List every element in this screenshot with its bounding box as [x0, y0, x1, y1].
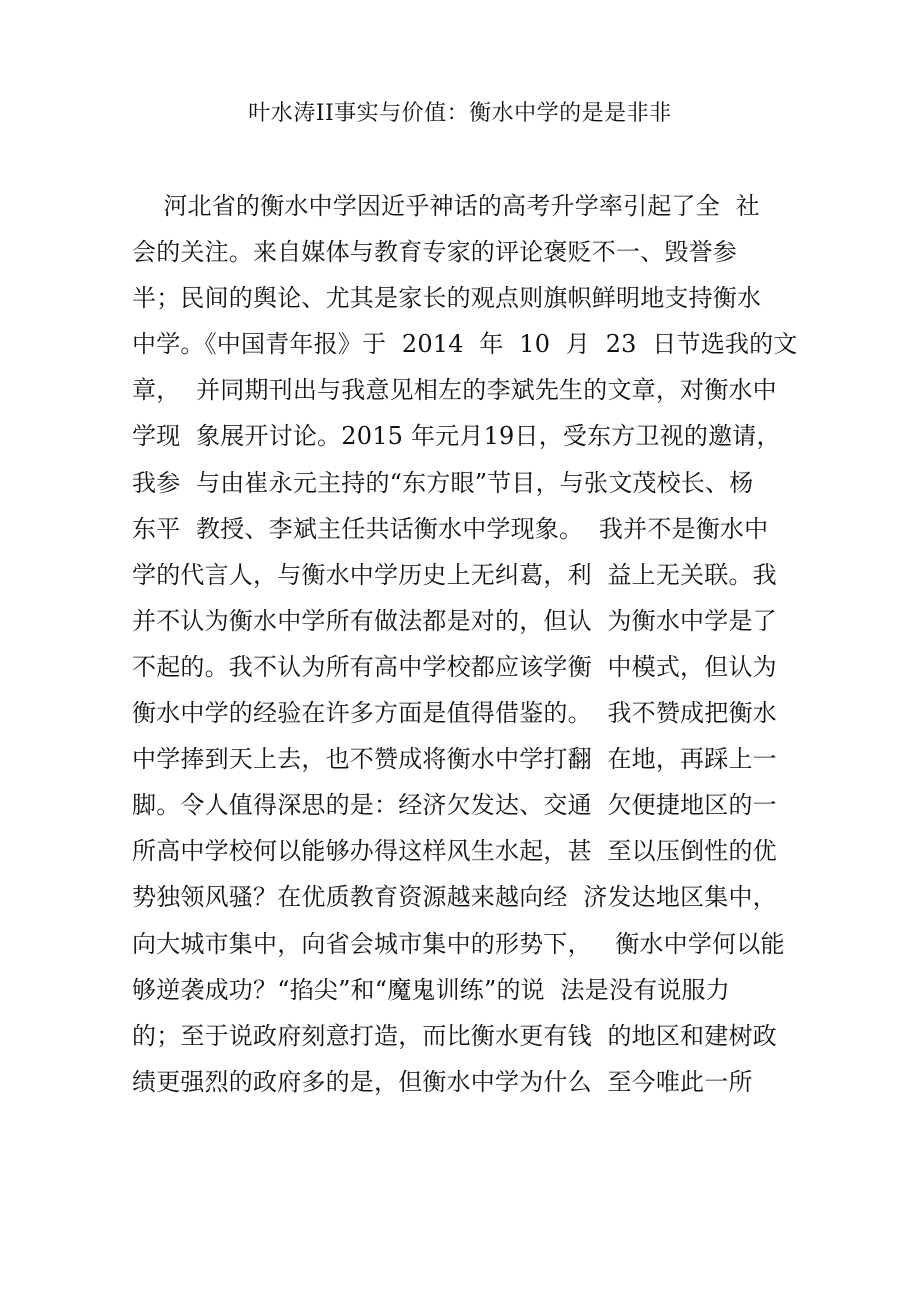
text-line: 绩更强烈的政府多的是，但衡水中学为什么 至今唯此一所	[132, 1067, 753, 1096]
text-line: 中学捧到天上去，也不赞成将衡水中学打翻 在地，再踩上一	[132, 745, 777, 774]
text-line: 会的关注。来自媒体与教育专家的评论褒贬不一、毁誉参	[132, 238, 737, 267]
text-line: 的；至于说政府刻意打造，而比衡水更有钱 的地区和建树政	[132, 1021, 777, 1050]
body-paragraph	[132, 183, 802, 1105]
text-line: 不起的。我不认为所有高中学校都应该学衡 中模式，但认为	[132, 652, 777, 681]
text-line: 并不认为衡水中学所有做法都是对的，但认 为衡水中学是了	[132, 606, 777, 635]
document-title: 叶水涛II事实与价值：衡水中学的是是非非	[248, 101, 672, 126]
text-line: 学现 象展开讨论。2015 年元月19日，受东方卫视的邀请，	[132, 422, 781, 451]
text-line: 所高中学校何以能够办得这样风生水起，甚 至以压倒性的优	[132, 837, 777, 866]
text-line: 东平 教授、李斌主任共话衡水中学现象。 我并不是衡水中	[132, 514, 769, 543]
text-line: 我参 与由崔永元主持的“东方眼”节目，与张文茂校长、杨	[132, 468, 754, 497]
text-line: 势独领风骚？在优质教育资源越来越向经 济发达地区集中，	[132, 883, 777, 912]
text-line: 河北省的衡水中学因近乎神话的高考升学率引起了全 社	[132, 192, 760, 220]
text-line: 章， 并同期刊出与我意见相左的李斌先生的文章，对衡水中	[132, 376, 777, 405]
text-line: 脚。令人值得深思的是：经济欠发达、交通 欠便捷地区的一	[132, 791, 777, 820]
text-line: 够逆袭成功？“掐尖”和“魔鬼训练”的说 法是没有说服力	[132, 975, 730, 1004]
text-line: 学的代言人，与衡水中学历史上无纠葛，利 益上无关联。我	[132, 560, 777, 589]
text-line: 中学。《中国青年报》于 2014 年 10 月 23 日节选我的文	[132, 330, 798, 359]
text-line: 衡水中学的经验在许多方面是值得借鉴的。 我不赞成把衡水	[132, 699, 777, 728]
text-line: 向大城市集中，向省会城市集中的形势下， 衡水中学何以能	[132, 929, 785, 958]
text-line: 半；民间的舆论、尤其是家长的观点则旗帜鲜明地支持衡水	[132, 284, 762, 313]
